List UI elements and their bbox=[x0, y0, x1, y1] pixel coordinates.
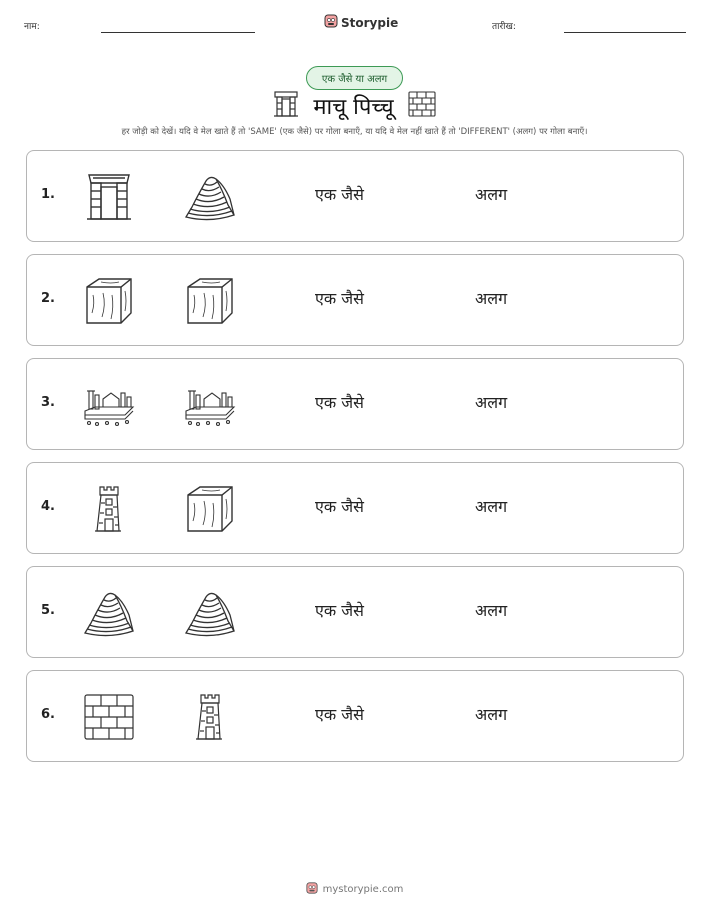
tower-icon bbox=[81, 481, 137, 537]
pair-number: 3. bbox=[41, 395, 55, 410]
pair-right-picture bbox=[182, 481, 238, 537]
storypie-mascot-icon bbox=[306, 880, 318, 899]
pair-left-picture bbox=[81, 481, 137, 537]
terrace-mound-icon bbox=[182, 585, 238, 641]
instructions: हर जोड़ी को देखें। यदि वे मेल खाते हैं तो 'SAME' (एक जैसे) पर गोला बनाएँ, या यदि वे मेल नहीं खाते हैं तो 'DIFFERENT' (अलग) पर गोला बनाएँ। bbox=[121, 127, 588, 137]
pair-left-picture bbox=[81, 169, 137, 225]
pair-card bbox=[26, 358, 684, 450]
different-option[interactable]: अलग bbox=[475, 601, 508, 620]
pair-number: 1. bbox=[41, 187, 55, 202]
name-label: नाम: bbox=[24, 22, 40, 32]
gate-icon bbox=[273, 90, 299, 122]
pair-card bbox=[26, 670, 684, 762]
pair-left-picture bbox=[81, 585, 137, 641]
page-title: माचू पिच्चू bbox=[313, 95, 394, 120]
pair-card bbox=[26, 566, 684, 658]
same-option[interactable]: एक जैसे bbox=[315, 705, 364, 724]
stone-block-icon bbox=[182, 481, 238, 537]
pair-card bbox=[26, 254, 684, 346]
pair-right-picture bbox=[182, 273, 238, 329]
storypie-mascot-icon bbox=[324, 13, 338, 33]
ruins-icon bbox=[81, 377, 137, 433]
date-line[interactable] bbox=[564, 32, 686, 33]
pair-number: 6. bbox=[41, 707, 55, 722]
different-option[interactable]: अलग bbox=[475, 393, 508, 412]
pair-left-picture bbox=[81, 377, 137, 433]
same-option[interactable]: एक जैसे bbox=[315, 393, 364, 412]
terrace-mound-icon bbox=[81, 585, 137, 641]
pair-right-picture bbox=[182, 377, 238, 433]
same-option[interactable]: एक जैसे bbox=[315, 601, 364, 620]
stone-block-icon bbox=[81, 273, 137, 329]
pair-number: 2. bbox=[41, 291, 55, 306]
brick-wall-icon bbox=[408, 91, 436, 121]
footer bbox=[0, 880, 709, 899]
pair-card bbox=[26, 462, 684, 554]
brand-name: Storypie bbox=[341, 16, 399, 30]
different-option[interactable]: अलग bbox=[475, 185, 508, 204]
date-label: तारीख: bbox=[492, 22, 516, 32]
brick-wall-icon bbox=[81, 689, 137, 745]
name-line[interactable] bbox=[101, 32, 255, 33]
gate-icon bbox=[81, 169, 137, 225]
different-option[interactable]: अलग bbox=[475, 289, 508, 308]
footer-site-link[interactable]: mystorypie.com bbox=[322, 884, 404, 895]
tower-icon bbox=[182, 689, 238, 745]
different-option[interactable]: अलग bbox=[475, 705, 508, 724]
terrace-mound-icon bbox=[182, 169, 238, 225]
pair-left-picture bbox=[81, 273, 137, 329]
pair-right-picture bbox=[182, 169, 238, 225]
ruins-icon bbox=[182, 377, 238, 433]
pair-card bbox=[26, 150, 684, 242]
stone-block-icon bbox=[182, 273, 238, 329]
same-option[interactable]: एक जैसे bbox=[315, 289, 364, 308]
same-option[interactable]: एक जैसे bbox=[315, 185, 364, 204]
pair-number: 4. bbox=[41, 499, 55, 514]
pair-right-picture bbox=[182, 689, 238, 745]
same-option[interactable]: एक जैसे bbox=[315, 497, 364, 516]
pair-number: 5. bbox=[41, 603, 55, 618]
pair-left-picture bbox=[81, 689, 137, 745]
pair-right-picture bbox=[182, 585, 238, 641]
different-option[interactable]: अलग bbox=[475, 497, 508, 516]
activity-tag: एक जैसे या अलग bbox=[306, 66, 403, 90]
brand-logo bbox=[324, 13, 398, 33]
title-row bbox=[0, 90, 709, 122]
